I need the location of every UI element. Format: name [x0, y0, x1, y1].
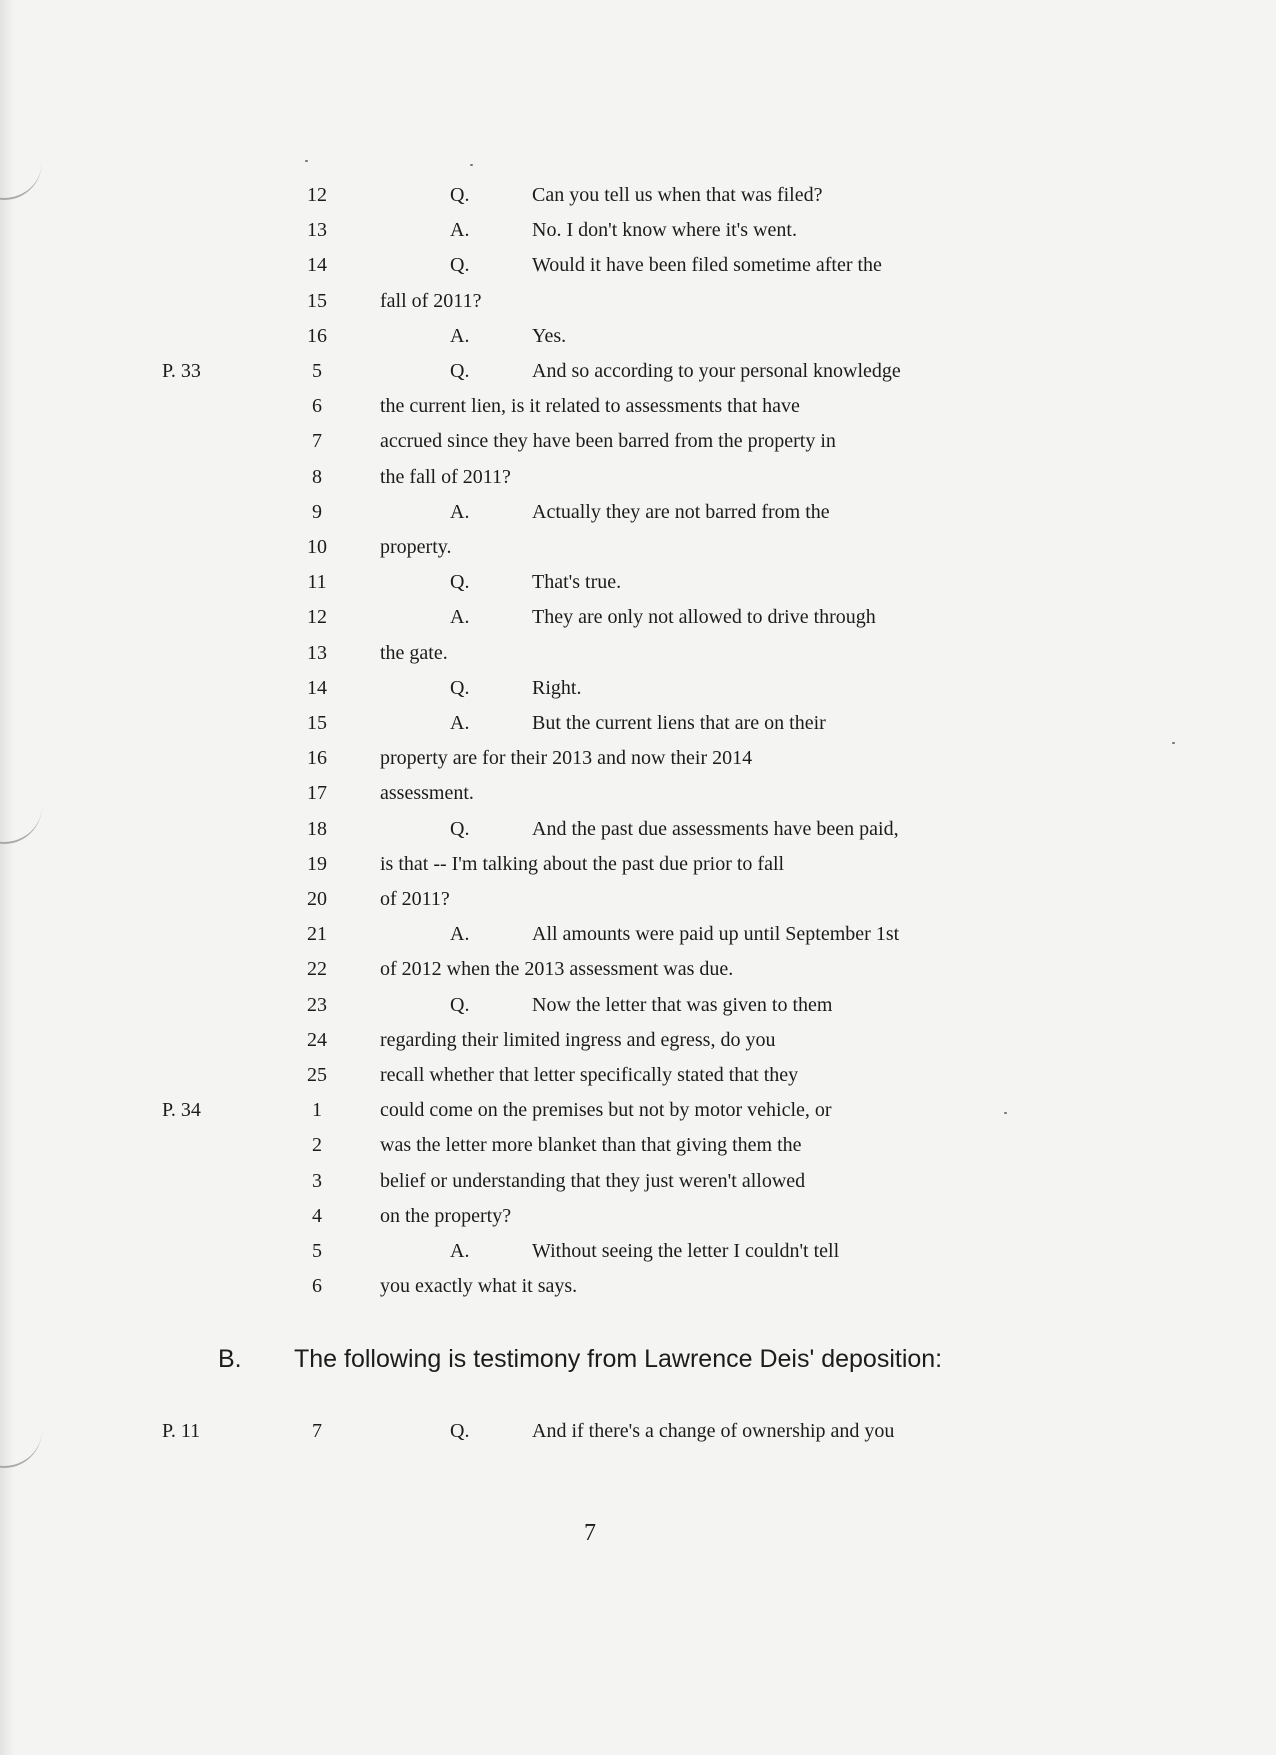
testimony-text: regarding their limited ingress and egress, do you [380, 1028, 776, 1051]
line-number: 14 [307, 254, 327, 277]
testimony-text: belief or understanding that they just weren't allowed [380, 1169, 806, 1192]
line-number: 7 [312, 1420, 322, 1442]
line-number: 5 [312, 360, 322, 382]
transcript-line [0, 1093, 1276, 1127]
testimony-text: the current lien, is it related to assessments that have [380, 395, 800, 418]
page-reference: P. 11 [162, 1420, 201, 1442]
line-number: 9 [312, 500, 322, 523]
transcript-line [0, 178, 1276, 212]
testimony-text: the gate. [380, 641, 448, 664]
transcript-line [0, 248, 1276, 282]
line-number: 5 [312, 1240, 322, 1262]
transcript-line [0, 495, 1276, 529]
line-number: 6 [312, 1275, 322, 1298]
transcript-line [0, 1414, 1276, 1448]
speaker-label: Q. [450, 1420, 470, 1442]
testimony-text: the fall of 2011? [380, 465, 511, 488]
testimony-text: could come on the premises but not by motor vehicle, or [380, 1099, 832, 1122]
testimony-text: They are only not allowed to drive through [532, 606, 876, 629]
transcript-line [0, 213, 1276, 247]
line-number: 13 [307, 641, 327, 664]
testimony-text: fall of 2011? [380, 289, 482, 312]
line-number: 17 [307, 782, 327, 805]
transcript-line [0, 636, 1276, 670]
line-number: 24 [307, 1028, 327, 1051]
line-number: 21 [307, 923, 327, 946]
testimony-text: property. [380, 536, 452, 558]
transcript-line [0, 988, 1276, 1022]
transcript-line [0, 354, 1276, 388]
transcript-line [0, 671, 1276, 705]
line-number: 22 [307, 958, 327, 981]
transcript-line [0, 565, 1276, 599]
speaker-label: A. [450, 606, 470, 629]
section-title: The following is testimony from Lawrence Deis' deposition: [294, 1345, 943, 1373]
transcript-line [0, 530, 1276, 564]
transcript-line [0, 741, 1276, 775]
testimony-text: No. I don't know where it's went. [532, 219, 797, 242]
page-reference: P. 34 [162, 1099, 201, 1122]
speaker-label: A. [450, 923, 470, 946]
speaker-label: Q. [450, 817, 470, 840]
testimony-text: Would it have been filed sometime after the [532, 254, 882, 277]
line-number: 16 [307, 747, 327, 770]
testimony-text: But the current liens that are on their [532, 712, 826, 734]
transcript-line [0, 882, 1276, 916]
testimony-text: is that -- I'm talking about the past due prior to fall [380, 852, 785, 875]
scan-speck [470, 164, 473, 166]
speaker-label: Q. [450, 360, 470, 382]
testimony-text: recall whether that letter specifically stated that they [380, 1064, 799, 1086]
page-reference: P. 33 [162, 360, 201, 382]
speaker-label: Q. [450, 676, 470, 699]
testimony-text: That's true. [532, 571, 622, 594]
line-number: 4 [312, 1204, 322, 1227]
transcript-line [0, 1058, 1276, 1092]
speaker-label: Q. [450, 993, 470, 1016]
line-number: 1 [312, 1099, 322, 1122]
testimony-text: Without seeing the letter I couldn't tell [532, 1240, 840, 1262]
transcript-line [0, 389, 1276, 423]
transcript-line [0, 812, 1276, 846]
line-number: 13 [307, 219, 327, 242]
line-number: 2 [312, 1134, 322, 1157]
line-number: 8 [312, 465, 322, 488]
transcript-line [0, 600, 1276, 634]
speaker-label: A. [450, 1240, 470, 1262]
testimony-text: And if there's a change of ownership and you [532, 1420, 895, 1442]
section-letter: B. [218, 1345, 242, 1373]
testimony-text: And so according to your personal knowledge [532, 360, 901, 382]
speaker-label: A. [450, 500, 470, 523]
testimony-text: Right. [532, 676, 582, 699]
line-number: 19 [307, 852, 327, 875]
line-number: 15 [307, 712, 327, 734]
line-number: 18 [307, 817, 327, 840]
transcript-line [0, 776, 1276, 810]
testimony-text: property are for their 2013 and now their 2014 [380, 747, 753, 770]
testimony-text: Actually they are not barred from the [532, 500, 830, 523]
speaker-label: A. [450, 712, 470, 734]
transcript-line [0, 952, 1276, 986]
speaker-label: A. [450, 219, 470, 242]
line-number: 14 [307, 676, 327, 699]
speaker-label: Q. [450, 184, 470, 206]
testimony-text: Can you tell us when that was filed? [532, 184, 823, 206]
speaker-label: A. [450, 324, 470, 347]
line-number: 12 [307, 184, 327, 206]
transcript-line [0, 706, 1276, 740]
testimony-text: of 2012 when the 2013 assessment was due. [380, 958, 734, 981]
transcript-line [0, 1234, 1276, 1268]
speaker-label: Q. [450, 254, 470, 277]
transcript-line [0, 424, 1276, 458]
line-number: 12 [307, 606, 327, 629]
transcript-line [0, 1199, 1276, 1233]
line-number: 10 [307, 536, 327, 558]
testimony-text: on the property? [380, 1204, 512, 1227]
testimony-text: And the past due assessments have been paid, [532, 817, 899, 840]
line-number: 3 [312, 1169, 322, 1192]
testimony-text: was the letter more blanket than that giving them the [380, 1134, 802, 1157]
transcript-line [0, 1023, 1276, 1057]
testimony-text: accrued since they have been barred from the property in [380, 430, 836, 453]
line-number: 11 [307, 571, 327, 594]
line-number: 15 [307, 289, 327, 312]
testimony-text: Yes. [532, 324, 567, 347]
transcript-line [0, 460, 1276, 494]
section-heading [0, 1345, 1276, 1389]
page-number: 7 [584, 1520, 596, 1546]
transcript-line [0, 917, 1276, 951]
testimony-text: assessment. [380, 782, 474, 805]
testimony-text: Now the letter that was given to them [532, 993, 833, 1016]
line-number: 7 [312, 430, 322, 453]
line-number: 16 [307, 324, 327, 347]
testimony-text: of 2011? [380, 888, 450, 910]
line-number: 23 [307, 993, 327, 1016]
transcript-line [0, 1164, 1276, 1198]
transcript-line [0, 319, 1276, 353]
transcript-line [0, 284, 1276, 318]
speaker-label: Q. [450, 571, 470, 594]
testimony-text: you exactly what it says. [380, 1275, 578, 1298]
line-number: 6 [312, 395, 322, 418]
scan-speck [305, 160, 308, 162]
testimony-text: All amounts were paid up until September 1st [532, 923, 900, 946]
line-number: 25 [307, 1064, 327, 1086]
transcript-line [0, 847, 1276, 881]
transcript-line [0, 1269, 1276, 1303]
transcript-line [0, 1128, 1276, 1162]
line-number: 20 [307, 888, 327, 910]
